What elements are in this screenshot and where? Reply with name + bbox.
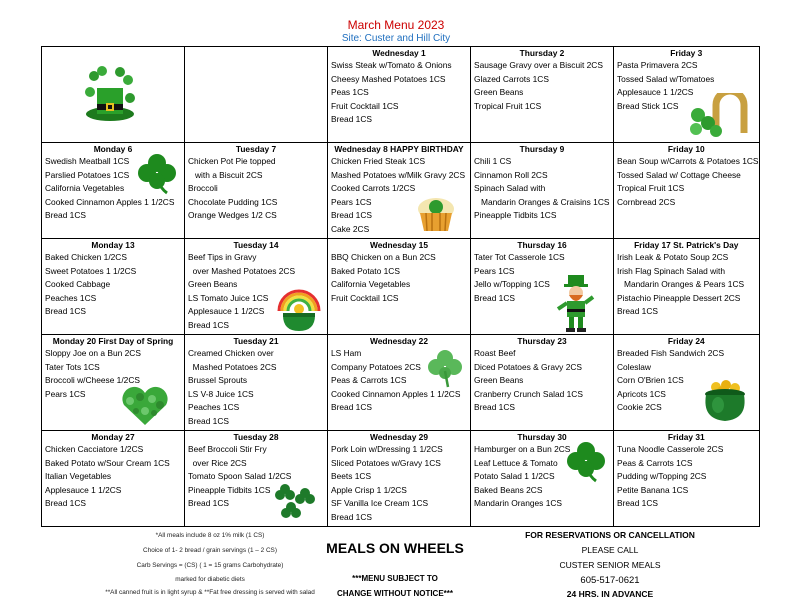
menu-item: Beets 1CS [331, 471, 372, 482]
cupcake-icon [414, 191, 458, 239]
day-cell [185, 143, 328, 239]
menu-item: over Mashed Potatoes 2CS [188, 265, 296, 276]
menu-item: Cranberry Crunch Salad 1CS [474, 388, 583, 399]
day-cell [42, 335, 185, 431]
horseshoe-clover-icon [686, 93, 748, 143]
menu-item: Orange Wedges 1/2 CS [188, 210, 277, 221]
menu-item: Cinnamon Roll 2CS [474, 169, 548, 180]
reservation-site: CUSTER SENIOR MEALS [559, 560, 661, 570]
menu-item: Cake 2CS [331, 223, 370, 234]
reservation-phone: 605-517-0621 [580, 575, 640, 586]
menu-item: Tropical Fruit 1CS [617, 183, 685, 194]
menu-item: Tossed Salad w/ Cottage Cheese [617, 169, 741, 180]
menu-item: Sloppy Joe on a Bun 2CS [45, 348, 141, 358]
menu-item: Glazed Carrots 1CS [474, 73, 549, 84]
menu-item: Leaf Lettuce & Tomato [474, 457, 558, 468]
reservation-advance: 24 HRS. IN ADVANCE [566, 589, 654, 599]
menu-item: Beef Tips in Gravy [188, 252, 257, 262]
menu-item: Bread 1CS [188, 319, 229, 330]
menu-item: Bread 1CS [474, 292, 515, 303]
footnote-fruit: **All canned fruit is in light syrup & **Fat free dressing is served with salad [105, 589, 315, 596]
menu-item: Baked Beans 2CS [474, 484, 543, 495]
menu-item: Diced Potatoes & Gravy 2CS [474, 361, 582, 372]
day-cell [185, 431, 328, 527]
menu-item: Cooked Carrots 1/2CS [331, 183, 416, 194]
menu-item: Hamburger on a Bun 2CS [474, 444, 571, 454]
day-cell [471, 431, 614, 527]
menu-item: Petite Banana 1CS [617, 484, 689, 495]
reservation-heading: FOR RESERVATIONS OR CANCELLATION [525, 530, 695, 540]
menu-item: Mashed Potatoes w/Milk Gravy 2CS [331, 169, 466, 180]
menu-item: Chocolate Pudding 1CS [188, 196, 278, 207]
menu-item: LS Ham [331, 348, 362, 358]
week-row [42, 431, 760, 527]
day-header: Thursday 16 [517, 240, 567, 250]
day-cell [42, 143, 185, 239]
leprechaun-icon [556, 273, 596, 335]
menu-item: Sausage Gravy over a Biscuit 2CS [474, 60, 603, 70]
menu-item: Coleslaw [617, 361, 651, 372]
menu-item: Corn O'Brien 1CS [617, 375, 684, 386]
day-header [42, 47, 184, 48]
footnote-diabetic: marked for diabetic diets [175, 576, 245, 583]
day-header: Tuesday 28 [233, 432, 279, 442]
day-header: Tuesday 14 [233, 240, 279, 250]
menu-item: LS Tomato Juice 1CS [188, 292, 269, 303]
menu-item: Cheesy Mashed Potatoes 1CS [331, 73, 446, 84]
menu-item: Irish Leak & Potato Soup 2CS [617, 252, 729, 262]
menu-item: Fruit Cocktail 1CS [331, 292, 399, 303]
program-name: MEALS ON WHEELS [326, 540, 464, 556]
day-header [185, 47, 327, 48]
menu-item: Bread 1CS [45, 306, 86, 317]
menu-item: Applesauce 1 1/2CS [45, 484, 122, 495]
rainbow-pot-of-gold-icon [273, 281, 325, 335]
menu-item: Pistachio Pineapple Dessert 2CS [617, 292, 741, 303]
menu-item: Tuna Noodle Casserole 2CS [617, 444, 724, 454]
menu-item: Bread 1CS [331, 210, 372, 221]
menu-item: Applesauce 1 1/2CS [617, 87, 694, 98]
week-row [42, 239, 760, 335]
day-cell [328, 431, 471, 527]
menu-item: Peas & Carrots 1CS [617, 457, 693, 468]
day-cell [614, 335, 760, 431]
day-header: Thursday 2 [519, 48, 565, 58]
menu-item: LS V-8 Juice 1CS [188, 388, 254, 399]
subject-notice-1: ***MENU SUBJECT TO [352, 574, 438, 583]
menu-item: Chicken Pot Pie topped [188, 156, 276, 166]
menu-item: Bread 1CS [331, 402, 372, 413]
day-cell [185, 335, 328, 431]
day-header: Wednesday 29 [369, 432, 429, 442]
day-cell [614, 47, 760, 143]
menu-item: Chicken Cacciatore 1/2CS [45, 444, 144, 454]
menu-item: Applesauce 1 1/2CS [188, 306, 265, 317]
menu-item: Pudding w/Topping 2CS [617, 471, 707, 482]
day-header: Monday 13 [91, 240, 135, 250]
menu-item: Cooked Cinnamon Apples 1 1/2CS [45, 196, 175, 207]
menu-item: Bread 1CS [188, 498, 229, 509]
day-header: Tuesday 7 [235, 144, 277, 154]
menu-item: Apricots 1CS [617, 388, 666, 399]
clover-heart-icon [116, 385, 174, 431]
menu-item: Mandarin Oranges 1CS [474, 498, 562, 509]
menu-item: Cooked Cabbage [45, 279, 111, 290]
menu-item: Cookie 2CS [617, 402, 662, 413]
shamrock-icon [137, 153, 177, 200]
menu-item: Pasta Primavera 2CS [617, 60, 698, 70]
footnote-carb: Carb Servings = (CS) ( 1 = 15 grams Carbohydrate) [136, 562, 284, 569]
menu-item: Brussel Sprouts [188, 375, 248, 386]
menu-item: Baked Potato 1CS [331, 265, 400, 276]
menu-item: over Rice 2CS [188, 457, 247, 468]
menu-item: Pineapple Tidbits 1CS [474, 210, 557, 221]
week-row [42, 47, 760, 143]
menu-item: Swiss Steak w/Tomato & Onions [331, 60, 452, 70]
menu-item: Potato Salad 1 1/2CS [474, 471, 555, 482]
day-header: Monday 27 [91, 432, 135, 442]
menu-item: Bread 1CS [617, 498, 658, 509]
menu-item: Bread 1CS [331, 114, 372, 125]
menu-item: Baked Chicken 1/2CS [45, 252, 127, 262]
day-header: Thursday 30 [517, 432, 567, 442]
day-cell [614, 143, 760, 239]
menu-item: Bread 1CS [617, 306, 658, 317]
menu-item: Parslied Potatoes 1CS [45, 169, 130, 180]
menu-item: Chicken Fried Steak 1CS [331, 156, 426, 166]
week-row [42, 143, 760, 239]
menu-item: BBQ Chicken on a Bun 2CS [331, 252, 436, 262]
subject-notice-2: CHANGE WITHOUT NOTICE*** [337, 589, 453, 598]
menu-item: Spinach Salad with [474, 183, 546, 194]
day-cell [42, 431, 185, 527]
menu-item: Bread 1CS [45, 498, 86, 509]
day-cell [471, 143, 614, 239]
day-header: Thursday 9 [519, 144, 565, 154]
day-cell [328, 143, 471, 239]
menu-item: Peaches 1CS [188, 402, 240, 413]
menu-item: Mashed Potatoes 2CS [188, 361, 277, 372]
day-cell [471, 47, 614, 143]
footnote-bread: Choice of 1- 2 bread / grain servings (1 – 2 CS) [143, 547, 277, 554]
menu-item: California Vegetables [45, 183, 125, 194]
menu-item: Fruit Cocktail 1CS [331, 100, 399, 111]
menu-item: Bread 1CS [331, 511, 372, 522]
day-cell [328, 47, 471, 143]
day-cell [42, 47, 185, 143]
menu-item: Green Beans [188, 279, 238, 290]
menu-item: Broccoli w/Cheese 1/2CS [45, 375, 140, 386]
shamrock-icon [428, 349, 462, 394]
menu-item: SF Vanilla Ice Cream 1CS [331, 498, 429, 509]
day-header: Monday 6 [93, 144, 133, 154]
day-cell [471, 239, 614, 335]
day-cell [328, 335, 471, 431]
menu-item: Baked Potato w/Sour Cream 1CS [45, 457, 170, 468]
day-header: Wednesday 22 [369, 336, 429, 346]
menu-item: Irish Flag Spinach Salad with [617, 265, 725, 276]
menu-item: Bread 1CS [45, 210, 86, 221]
menu-item: Pears 1CS [474, 265, 515, 276]
menu-item: Tossed Salad w/Tomatoes [617, 73, 715, 84]
menu-item: Bean Soup w/Carrots & Potatoes 1CS [617, 156, 759, 166]
menu-item: Tropical Fruit 1CS [474, 100, 542, 111]
menu-item: Bread 1CS [474, 402, 515, 413]
day-cell [185, 47, 328, 143]
menu-item: Jello w/Topping 1CS [474, 279, 550, 290]
menu-item: Creamed Chicken over [188, 348, 274, 358]
leprechaun-hat-icon [80, 62, 140, 135]
day-header: Tuesday 21 [233, 336, 279, 346]
menu-item: Pears 1CS [45, 388, 86, 399]
menu-item: Chili 1 CS [474, 156, 512, 166]
day-header: Friday 17 St. Patrick's Day [634, 240, 739, 250]
menu-item: Peaches 1CS [45, 292, 97, 303]
day-header: Monday 20 First Day of Spring [52, 336, 174, 346]
menu-item: Green Beans [474, 87, 524, 98]
shamrock-icon [566, 441, 606, 488]
shamrocks-icon [275, 479, 319, 524]
menu-item: Company Potatoes 2CS [331, 361, 421, 372]
menu-item: Pears 1CS [331, 196, 372, 207]
menu-item: Tater Tots 1CS [45, 361, 100, 372]
menu-item: Peas & Carrots 1CS [331, 375, 407, 386]
reservation-call: PLEASE CALL [581, 545, 639, 555]
day-header: Wednesday 15 [369, 240, 429, 250]
menu-item: Breaded Fish Sandwich 2CS [617, 348, 725, 358]
day-cell [614, 239, 760, 335]
menu-title: March Menu 2023 [347, 18, 445, 32]
day-header: Wednesday 1 [372, 48, 426, 58]
menu-calendar [41, 46, 760, 527]
menu-item: Mandarin Oranges & Pears 1CS [617, 279, 745, 290]
menu-item: Sliced Potatoes w/Gravy 1CS [331, 457, 441, 468]
menu-item: Bread Stick 1CS [617, 100, 679, 111]
day-header: Friday 10 [667, 144, 705, 154]
day-cell [328, 239, 471, 335]
menu-item: Tomato Spoon Salad 1/2CS [188, 471, 292, 482]
day-cell [471, 335, 614, 431]
pot-of-gold-icon [700, 379, 750, 428]
menu-item: Mandarin Oranges & Craisins 1CS [474, 196, 610, 207]
menu-item: Pineapple Tidbits 1CS [188, 484, 271, 495]
day-header: Friday 31 [667, 432, 705, 442]
week-row [42, 335, 760, 431]
day-header: Friday 3 [670, 48, 703, 58]
menu-item: with a Biscuit 2CS [188, 169, 263, 180]
menu-item: Bread 1CS [188, 415, 229, 426]
day-cell [185, 239, 328, 335]
menu-item: Beef Broccoli Stir Fry [188, 444, 267, 454]
menu-item: Apple Crisp 1 1/2CS [331, 484, 407, 495]
day-header: Wednesday 8 HAPPY BIRTHDAY [334, 144, 464, 154]
menu-item: Green Beans [474, 375, 524, 386]
menu-item: Cooked Cinnamon Apples 1 1/2CS [331, 388, 461, 399]
menu-item: California Vegetables [331, 279, 411, 290]
menu-item: Roast Beef [474, 348, 516, 358]
day-cell [42, 239, 185, 335]
footnote-milk: *All meals include 8 oz 1% milk (1 CS) [155, 532, 265, 539]
menu-item: Italian Vegetables [45, 471, 112, 482]
menu-item: Swedish Meatball 1CS [45, 156, 130, 166]
menu-item: Cornbread 2CS [617, 196, 676, 207]
site-subtitle: Site: Custer and Hill City [341, 33, 451, 44]
menu-item: Pork Loin w/Dressing 1 1/2CS [331, 444, 443, 454]
day-header: Thursday 23 [517, 336, 567, 346]
day-header: Friday 24 [667, 336, 705, 346]
menu-item: Tater Tot Casserole 1CS [474, 252, 565, 262]
day-cell [614, 431, 760, 527]
menu-item: Broccoli [188, 183, 218, 194]
menu-item: Sweet Potatoes 1 1/2CS [45, 265, 137, 276]
menu-item: Peas 1CS [331, 87, 369, 98]
